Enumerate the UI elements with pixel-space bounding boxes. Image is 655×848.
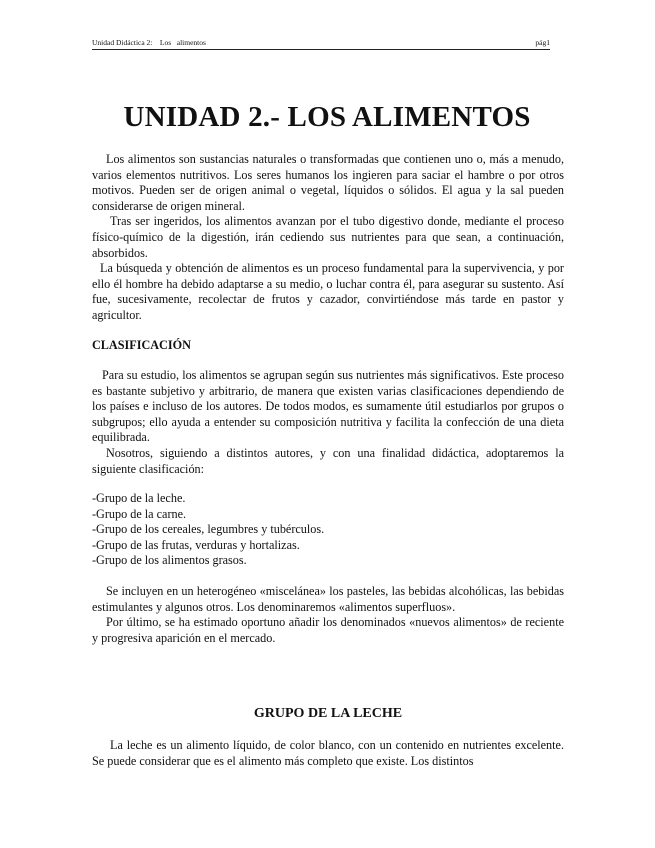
running-header <box>92 38 550 50</box>
list-item: -Grupo de la carne. <box>92 506 187 521</box>
intro-paragraph-2: Tras ser ingeridos, los alimentos avanzan por el tubo digestivo donde, mediante el proceso físico-químico de la digestión, irán cediendo sus nutrientes para que sean, a continuación, absorbidos. <box>92 214 564 260</box>
leche-section <box>92 738 564 769</box>
clasificacion-paragraph-2: Nosotros, siguiendo a distintos autores, y con una finalidad didáctica, adoptaremos la siguiente clasificación: <box>92 445 564 476</box>
intro-paragraph-1: Los alimentos son sustancias naturales o transformadas que contienen uno o, más a menudo, varios elementos nutritivos. Los seres humanos los ingieren para saciar el hambre o por otros motivos. Pueden ser de origen animal o vegetal, líquidos o sólidos. El agua y la sal pueden considerarse de origen mineral. <box>92 152 564 213</box>
list-item: -Grupo de las frutas, verduras y hortalizas. <box>92 537 300 552</box>
leche-paragraph-1: La leche es un alimento líquido, de color blanco, con un contenido en nutrientes excelente. Se puede considerar que es el alimento más completo que existe. Los distintos <box>92 738 564 768</box>
clasificacion-heading: CLASIFICACIÓN <box>92 338 191 352</box>
list-item: -Grupo de los alimentos grasos. <box>92 553 247 568</box>
list-item: -Grupo de los cereales, legumbres y tubérculos. <box>92 522 325 537</box>
miscelanea-section <box>92 584 564 646</box>
header-left-text: Unidad Didáctica 2: Los alimentos <box>92 38 206 47</box>
miscelanea-paragraph: Se incluyen en un heterogéneo «miscelánea» los pasteles, las bebidas alcohólicas, las bebidas estimulantes y algunos otros. Los denominaremos «alimentos superfluos». <box>92 584 564 614</box>
intro-paragraph-3: La búsqueda y obtención de alimentos es un proceso fundamental para la supervivencia, y por ello él hombre ha debido adaptarse a su medio, o luchar contra él, para asegurar su sustento. Así fue, sucesivamente, recolectar de frutos y cazador, convirtiéndose más tarde en pastor y agricultor. <box>92 261 564 322</box>
grupo-leche-heading: GRUPO DE LA LECHE <box>253 706 403 721</box>
clasificacion-paragraph-1: Para su estudio, los alimentos se agrupan según sus nutrientes más significativos. Este proceso es bastante subjetivo y arbitrario, de manera que existen varias clasificaciones dependiendo de los países e incluso de los autores. De todos modos, es sumamente útil estudiarlos por grupos o subgrupos; ello ayuda a entender su composición nutritiva y facilita la confección de una dieta equilibrada. <box>92 368 564 445</box>
nuevos-alimentos-paragraph: Por último, se ha estimado oportuno añadir los denominados «nuevos alimentos» de reciente y progresiva aparición en el mercado. <box>92 615 564 645</box>
clasificacion-section <box>92 368 564 477</box>
food-groups-list <box>92 491 564 569</box>
document-title: UNIDAD 2.- LOS ALIMENTOS <box>123 101 531 133</box>
page-number: pág1 <box>535 38 550 47</box>
list-item: -Grupo de la leche. <box>92 491 186 505</box>
intro-section <box>92 152 564 324</box>
